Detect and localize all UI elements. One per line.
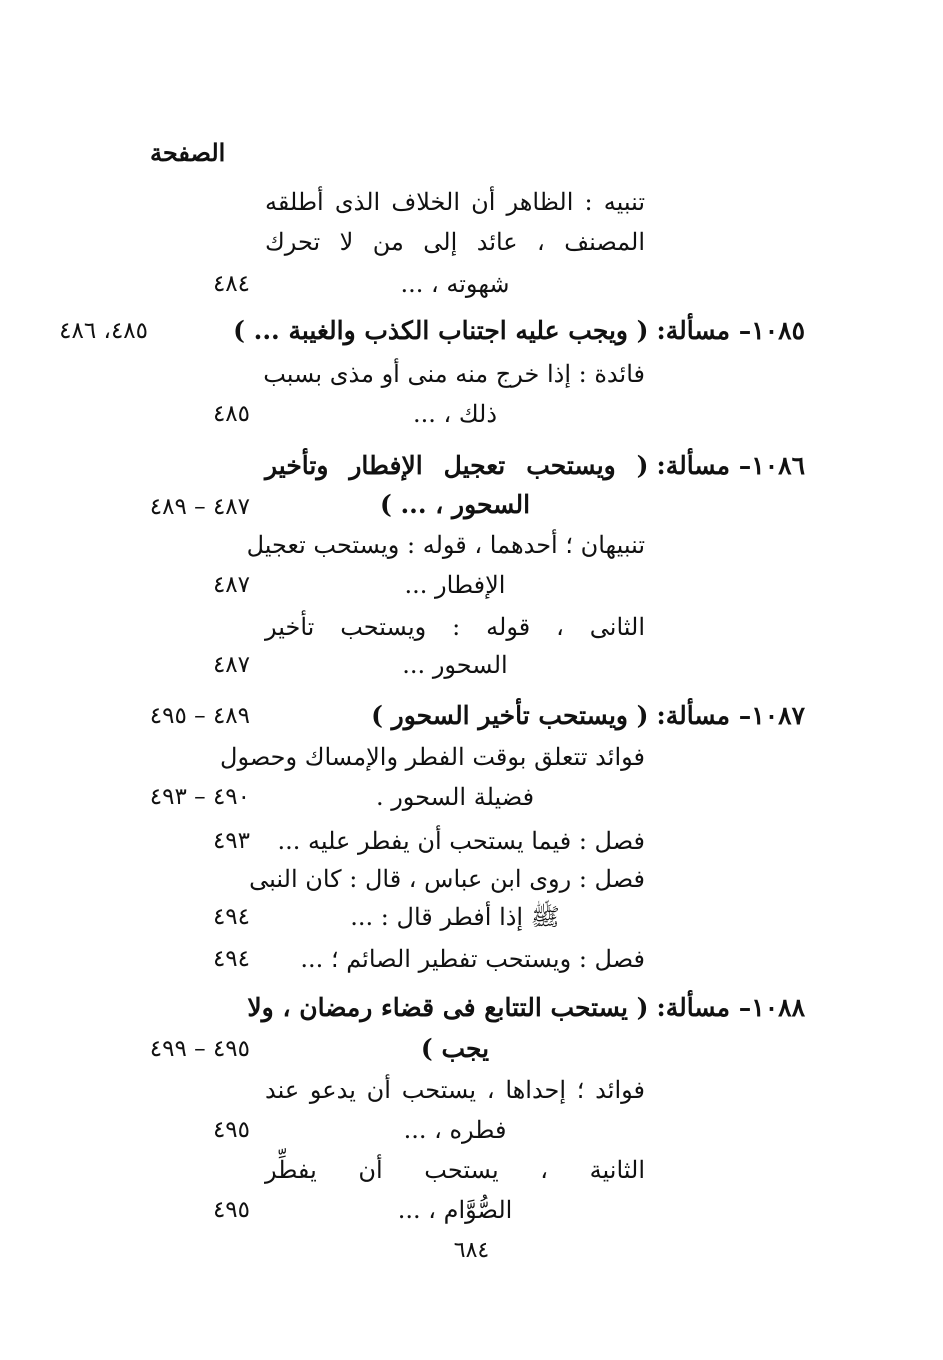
entry-line: فضيلة السحور . xyxy=(375,783,535,811)
page-ref: ٤٨٧ xyxy=(212,652,250,678)
masala-number: ١٠٨٨ xyxy=(751,993,805,1022)
entry-line: تنبيهان ؛ أحدهما ، قوله : ويستحب تعجيل xyxy=(246,531,645,559)
page-ref: ٤٩٤ xyxy=(212,946,250,972)
page-column-header: الصفحة xyxy=(150,138,226,167)
entry-line: الثانية ، يستحب أن يفطِّر xyxy=(265,1156,645,1184)
entry-line: شهوته ، ... xyxy=(400,270,510,298)
masala-text: ( يستحب التتابع فى قضاء رمضان ، ولا xyxy=(247,993,649,1022)
entry-line: الإفطار ... xyxy=(404,571,506,599)
entry-line: تنبيه : الظاهر أن الخلاف الذى أطلقه xyxy=(265,188,645,216)
entry-line: فصل : فيما يستحب أن يفطر عليه ... xyxy=(277,827,645,855)
entry-line: ذلك ، ... xyxy=(412,400,498,428)
entry-line: الثانى ، قوله : ويستحب تأخير xyxy=(265,613,645,641)
page-ref: ٤٨٧ xyxy=(212,572,250,598)
page-ref: ٤٨٧ – ٤٨٩ xyxy=(149,494,250,520)
masala-text-cont: يجب ) xyxy=(420,1034,490,1063)
masala-label: – مسألة: xyxy=(656,316,752,345)
masala-number: ١٠٨٥ xyxy=(751,316,805,345)
entry-line: فصل : ويستحب تفطير الصائم ؛ ... xyxy=(300,945,645,973)
page-ref: ٤٨٩ – ٤٩٥ xyxy=(149,703,250,729)
entry-line: السحور ... xyxy=(402,651,508,679)
page-ref: ٤٩٤ xyxy=(212,904,250,930)
masala-label: – مسألة: xyxy=(656,451,752,480)
page-ref: ٤٨٥، ٤٨٦ xyxy=(59,318,148,344)
entry-line: المصنف ، عائد إلى من لا تحرك xyxy=(265,228,645,256)
entry-line: فوائد ؛ إحداها ، يستحب أن يدعو عند xyxy=(265,1076,645,1104)
masala-number: ١٠٨٦ xyxy=(751,451,805,480)
page-ref: ٤٩٠ – ٤٩٣ xyxy=(149,784,250,810)
page-ref: ٤٩٥ xyxy=(212,1197,250,1223)
page-ref: ٤٩٣ xyxy=(212,828,250,854)
entry-line: فصل : روى ابن عباس ، قال : كان النبى xyxy=(249,865,645,893)
masala-label: – مسألة: xyxy=(656,701,752,730)
masala-heading xyxy=(265,448,805,484)
masala-text: ( ويستحب تأخير السحور ) xyxy=(371,701,649,730)
entry-line: فائدة : إذا خرج منه منى أو مذى بسبب xyxy=(263,360,645,388)
masala-heading xyxy=(265,698,805,734)
masala-text: ( ويستحب تعجيل الإفطار وتأخير xyxy=(265,451,649,480)
masala-heading xyxy=(247,990,805,1026)
page-ref: ٤٨٤ xyxy=(212,271,250,297)
masala-number: ١٠٨٧ xyxy=(751,701,805,730)
entry-line: ﷺ إذا أفطر قال : ... xyxy=(350,903,560,931)
masala-text: ( ويجب عليه اجتناب الكذب والغيبة ... ) xyxy=(233,316,649,345)
page-ref: ٤٨٥ xyxy=(212,401,250,427)
page-ref: ٤٩٥ – ٤٩٩ xyxy=(149,1036,250,1062)
entry-line: فطره ، ... xyxy=(403,1116,507,1144)
page-ref: ٤٩٥ xyxy=(212,1117,250,1143)
masala-label: – مسألة: xyxy=(656,993,752,1022)
entry-line: فوائد تتعلق بوقت الفطر والإمساك وحصول xyxy=(220,743,645,771)
masala-heading xyxy=(233,313,805,349)
page-number: ٦٨٤ xyxy=(453,1238,490,1263)
entry-line: الصُّوَّام ، ... xyxy=(397,1196,513,1224)
masala-text-cont: السحور ، ... ) xyxy=(379,490,531,519)
